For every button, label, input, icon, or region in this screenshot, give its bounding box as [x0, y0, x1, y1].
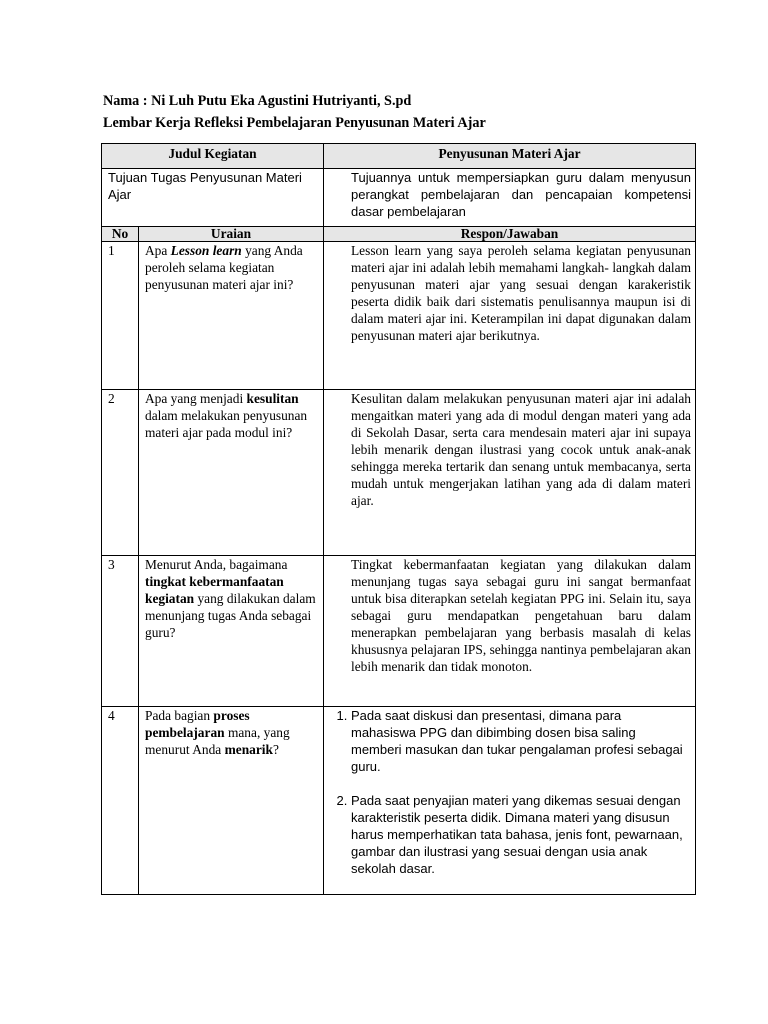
- answer-cell: Tingkat kebermanfaatan kegiatan yang dilakukan dalam menunjang tugas saya sebagai guru ini sangat bermanfaat untuk bisa diterapkan setelah kegiatan PPG ini. Selain itu, saya sebagai guru mendapatkan pengetahuan baru dalam menerapkan pembelajaran yang berbasis masalah di kelas khususnya pelajaran IPS, sehingga nantinya pembelajaran akan lebih menarik dan tidak monoton.: [324, 556, 696, 707]
- table-row: [102, 227, 696, 242]
- activity-title-value: Penyusunan Materi Ajar: [324, 144, 696, 169]
- table-row: [102, 556, 696, 707]
- question-cell: Menurut Anda, bagaimana tingkat kebermanfaatan kegiatan yang dilakukan dalam menunjang tugas Anda sebagai guru?: [139, 556, 324, 707]
- table-row: [102, 144, 696, 169]
- column-header-respon: Respon/Jawaban: [324, 227, 696, 242]
- row-number: 4: [102, 707, 139, 895]
- table-row: [102, 707, 696, 895]
- question-cell: Apa Lesson learn yang Anda peroleh selama kegiatan penyusunan materi ajar ini?: [139, 242, 324, 390]
- column-header-uraian: Uraian: [139, 227, 324, 242]
- table-row: [102, 390, 696, 556]
- answer-list: [330, 707, 689, 877]
- reflection-table: [101, 143, 696, 895]
- answer-cell: Kesulitan dalam melakukan penyusunan materi ajar ini adalah mengaitkan materi yang ada di modul dengan materi yang ada di Sekolah Dasar, serta cara mendesain materi ajar ini supaya lebih menarik dengan ilustrasi yang cocok untuk anak-anak sehingga mereka tertarik dan senang untuk membacanya, serta mudah untuk mengerjakan latihan yang ada di dalam materi ajar.: [324, 390, 696, 556]
- answer-cell: [324, 707, 696, 895]
- row-number: 3: [102, 556, 139, 707]
- answer-cell: Lesson learn yang saya peroleh selama kegiatan penyusunan materi ajar ini adalah lebih memahami langkah- langkah dalam penyusunan materi ajar yang sesuai dengan karakeristik peserta didik baik dari sistematis penulisannya maupun isi di dalam materi ajar ini. Keterampilan ini dapat digunakan dalam penyusunan materi ajar berikutnya.: [324, 242, 696, 390]
- row-number: 1: [102, 242, 139, 390]
- list-item: 1. Pada saat diskusi dan presentasi, dimana para mahasiswa PPG dan dibimbing dosen bisa saling memberi masukan dan tukar pengalaman profesi sebagai guru.: [351, 707, 689, 775]
- document-title: Lembar Kerja Refleksi Pembelajaran Penyusunan Materi Ajar: [103, 115, 486, 131]
- author-name: Nama : Ni Luh Putu Eka Agustini Hutriyanti, S.pd: [103, 93, 412, 109]
- table-row: [102, 169, 696, 227]
- table-row: [102, 242, 696, 390]
- goal-value: Tujuannya untuk mempersiapkan guru dalam menyusun perangkat pembelajaran dan pencapaian kompetensi dasar pembelajaran: [324, 169, 696, 227]
- goal-label: Tujuan Tugas Penyusunan Materi Ajar: [102, 169, 324, 227]
- row-number: 2: [102, 390, 139, 556]
- column-header-no: No: [102, 227, 139, 242]
- question-cell: Apa yang menjadi kesulitan dalam melakukan penyusunan materi ajar pada modul ini?: [139, 390, 324, 556]
- list-item: 2. Pada saat penyajian materi yang dikemas sesuai dengan karakteristik peserta didik. Dimana materi yang disusun harus memperhatikan tata bahasa, jenis font, pewarnaan, gambar dan ilustrasi yang sesuai dengan usia anak sekolah dasar.: [351, 792, 689, 877]
- question-cell: Pada bagian proses pembelajaran mana, yang menurut Anda menarik?: [139, 707, 324, 895]
- activity-title-header: Judul Kegiatan: [102, 144, 324, 169]
